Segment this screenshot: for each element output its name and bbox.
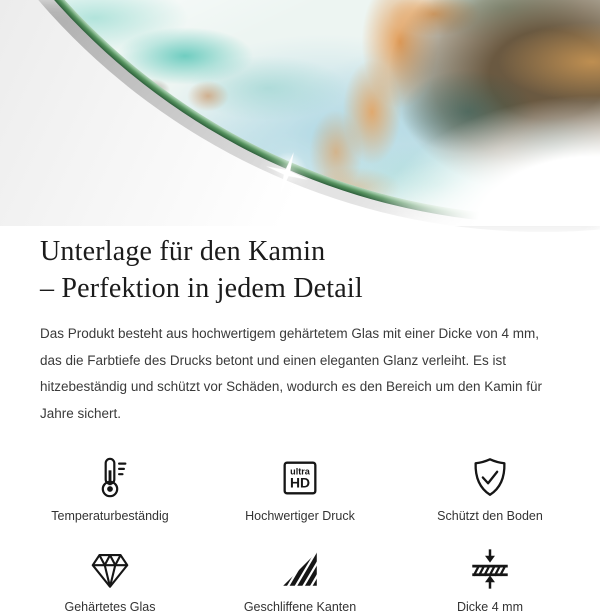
beveled-edges-icon — [277, 544, 323, 592]
feature-label: Schützt den Boden — [437, 509, 543, 523]
title-line-2: – Perfektion in jedem Detail — [40, 273, 363, 304]
feature-geschliffene-kanten — [205, 544, 395, 614]
title-line-1: Unterlage für den Kamin — [40, 236, 326, 267]
feature-label: Gehärtetes Glas — [64, 600, 156, 614]
product-details — [0, 233, 600, 614]
feature-dicke-4mm — [395, 544, 585, 614]
feature-label: Dicke 4 mm — [457, 600, 523, 614]
feature-label: Geschliffene Kanten — [243, 600, 357, 614]
feature-label: Hochwertiger Druck — [245, 509, 355, 523]
thermometer-icon — [87, 453, 133, 501]
feature-grid — [0, 453, 600, 614]
shield-check-icon — [467, 453, 513, 501]
feature-schuetzt-den-boden — [395, 453, 585, 523]
feature-label: Temperaturbeständig — [51, 509, 169, 523]
svg-text:ultra: ultra — [290, 466, 310, 477]
ultra-hd-icon — [277, 453, 323, 501]
product-description: Das Produkt besteht aus hochwertigem gehärtetem Glas mit einer Dicke von 4 mm, das die Farbtiefe des Drucks betont und einen eleganten Glanz verleiht. Es ist hitzebeständig und schützt vor Schäden, wodurch es den Bereich um den Kamin für Jahre sichert. — [40, 326, 543, 421]
thickness-arrows-icon — [467, 544, 513, 592]
product-photo-hero — [0, 0, 600, 226]
diamond-icon — [87, 544, 133, 592]
feature-temperaturbestaendig — [15, 453, 205, 523]
svg-text:HD: HD — [289, 474, 311, 491]
feature-gehaertetes-glas — [15, 544, 205, 614]
feature-hochwertiger-druck — [205, 453, 395, 523]
page-title — [40, 233, 560, 307]
